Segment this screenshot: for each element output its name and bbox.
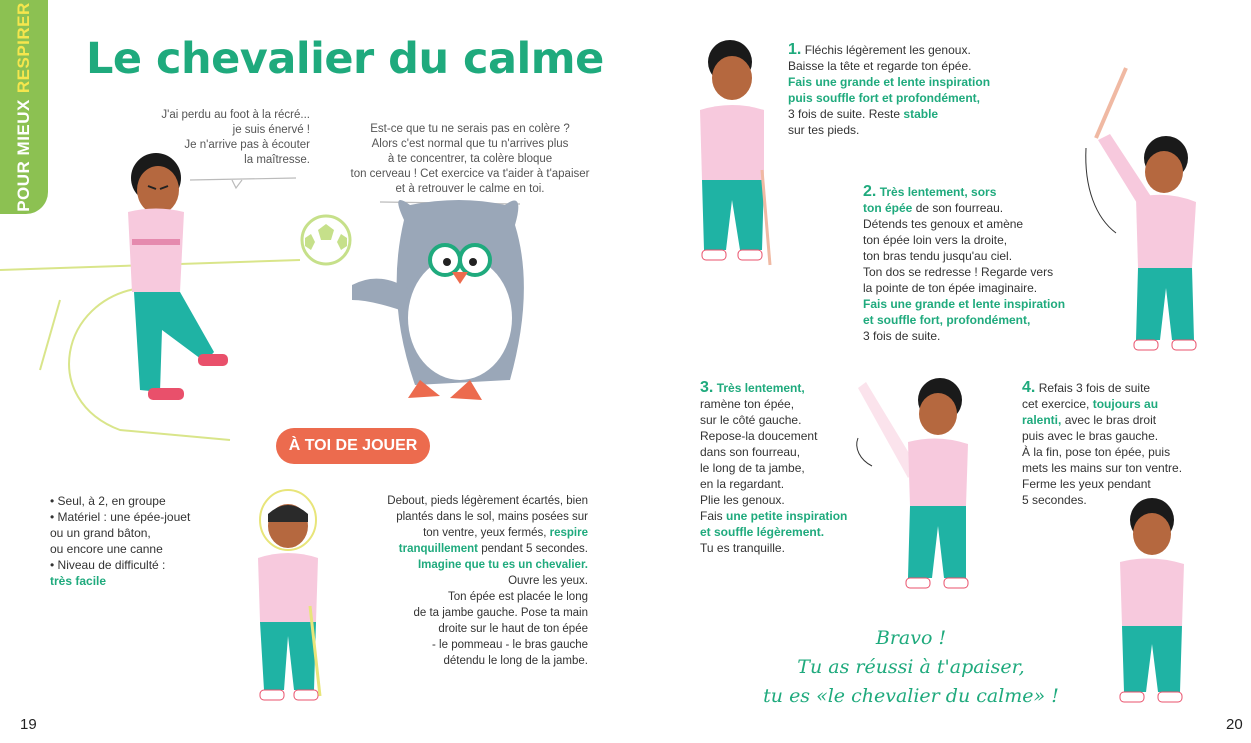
speech-bubble-owl: Est-ce que tu ne serais pas en colère ? Alors c'est normal que tu n'arrives plus à te concentrer, ta colère bloque ton cerveau ! Cet exercice va t'aider à t'apaiser et à retrouver le calme en toi. (350, 123, 590, 195)
step-1: 1. Fléchis légèrement les genoux. Baisse la tête et regarde ton épée. Fais une grande et lente inspiration puis souffle fort et profondément, 3 fois de suite. Reste stable sur tes pieds. (788, 41, 991, 137)
step3-boy-illustration (848, 378, 978, 598)
page-number-left: 19 (20, 716, 37, 733)
step-3: 3. Très lentement, ramène ton épée, sur le côté gauche. Repose-la doucement dans son fourreau, le long de ta jambe, en la regardant. Plie les genoux. Fais une petite inspiration et souffle légèrement. Tu es tranquille. (700, 379, 848, 555)
step-2: 2. Très lentement, sors ton épée de son fourreau. Détends tes genoux et amène ton épée loin vers la droite, ton bras tendu jusqu'au ciel. Ton dos se redresse ! Regarde vers la pointe de ton épée imaginaire. Fais une grande et lente inspiration et souffle fort, profondément, 3 fois de suite. (863, 183, 1066, 343)
step4-boy-illustration (1108, 498, 1198, 708)
playground-illustration (0, 150, 626, 460)
step1-boy-illustration (692, 40, 802, 270)
section-tab-label: POUR MIEUXRESPIRER (14, 2, 33, 212)
owl-illustration (352, 200, 524, 400)
starting-position-instructions: Debout, pieds légèrement écartés, bien plantés dans le sol, mains posées sur ton ventre, yeux fermés, respire tranquillement pendant 5 secondes. Imagine que tu es un chevalier. Ouvre les yeux. Ton épée est placée le long de ta jambe gauche. Pose ta main droite sur le haut de ton épée - le pommeau - le bras gauche détendu le long de la jambe. (387, 495, 588, 667)
exercise-info: • Seul, à 2, en groupe • Matériel : une épée-jouet ou un grand bâton, ou encore une canne • Niveau de difficulté : très facile (50, 494, 191, 588)
play-now-badge: À TOI DE JOUER (276, 428, 430, 464)
page-number-right: 20 (1226, 716, 1243, 733)
step-4: 4. Refais 3 fois de suite cet exercice, toujours au ralenti, avec le bras droit puis avec le bras gauche. À la fin, pose ton épée, puis mets les mains sur ton ventre. Ferme les yeux pendant 5 secondes. (1022, 379, 1183, 507)
page-title: Le chevalier du calme (86, 34, 604, 84)
football-illustration (302, 216, 350, 264)
knight-boy-illustration (244, 486, 334, 706)
speech-bubble-boy: J'ai perdu au foot à la récré... je suis énervé ! Je n'arrive pas à écouter la maîtresse. (161, 109, 310, 166)
page-right (626, 0, 1251, 743)
step2-boy-illustration (1076, 58, 1226, 358)
angry-boy-illustration (128, 153, 228, 400)
bravo-message: Bravo ! Tu as réussi à t'apaiser, tu es «le chevalier du calme» ! (763, 627, 1059, 707)
